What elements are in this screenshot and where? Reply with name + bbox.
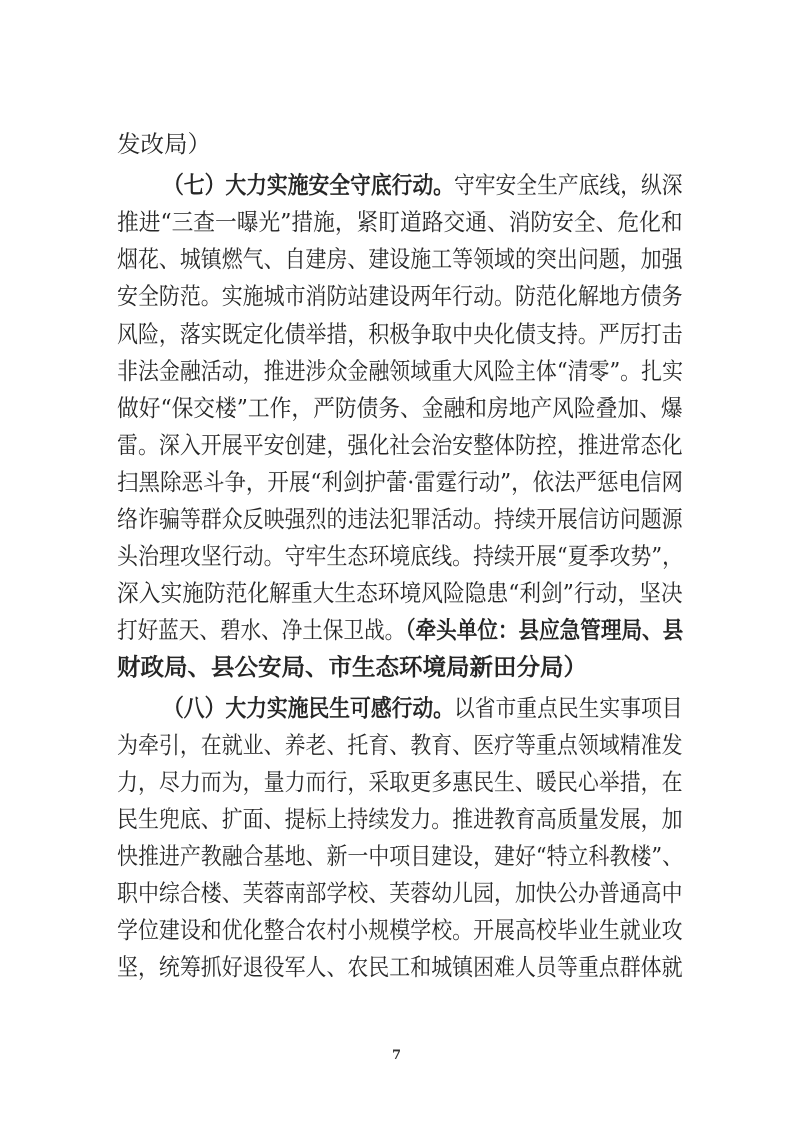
- body-line: 雷。深入开展平安创建，强化社会治安整体防控，推进常态化: [117, 431, 683, 459]
- body-line: 民生兜底、扩面、提标上持续发力。推进教育高质量发展，加: [117, 805, 683, 833]
- section-7-first-line: [163, 167, 683, 203]
- section-7-text: 守牢安全生产底线，纵深: [453, 171, 683, 199]
- continuation-line: 发改局）: [117, 130, 211, 158]
- body-line-with-lead-unit: [117, 612, 684, 648]
- body-line: 学位建设和优化整合农村小规模学校。开展高校毕业生就业攻: [117, 916, 683, 944]
- section-8-first-line: [163, 690, 683, 726]
- body-line: 头治理攻坚行动。守牢生态环境底线。持续开展“夏季攻势”，: [117, 542, 684, 570]
- body-line: 烟花、城镇燃气、自建房、建设施工等领域的突出问题，加强: [117, 245, 683, 273]
- page-number: 7: [391, 1048, 402, 1063]
- body-text: 打好蓝天、碧水、净土保卫战。: [117, 616, 406, 644]
- body-line: 坚，统筹抓好退役军人、农民工和城镇困难人员等重点群体就: [117, 953, 683, 981]
- section-7-heading: （七）大力实施安全守底行动。: [163, 171, 454, 199]
- body-line: 做好“保交楼”工作，严防债务、金融和房地产风险叠加、爆: [117, 394, 683, 422]
- body-line: 职中综合楼、芙蓉南部学校、芙蓉幼儿园，加快公办普通高中: [117, 879, 683, 907]
- body-line: 络诈骗等群众反映强烈的违法犯罪活动。持续开展信访问题源: [117, 505, 683, 533]
- section-8-text: 以省市重点民生实事项目: [453, 694, 683, 722]
- lead-unit-continuation: 财政局、县公安局、市生态环境局新田分局）: [117, 653, 587, 681]
- body-line: 快推进产教融合基地、新一中项目建设，建好“特立科教楼”、: [117, 842, 684, 870]
- body-line: 安全防范。实施城市消防站建设两年行动。防范化解地方债务: [117, 282, 683, 310]
- body-line: 扫黑除恶斗争，开展“利剑护蕾·雷霆行动”，依法严惩电信网: [117, 468, 683, 496]
- body-line: 深入实施防范化解重大生态环境风险隐患“利剑”行动，坚决: [117, 579, 683, 607]
- body-line: 为牵引，在就业、养老、托育、教育、医疗等重点领域精准发: [117, 731, 683, 759]
- body-line: 推进“三查一曝光”措施，紧盯道路交通、消防安全、危化和: [117, 208, 683, 236]
- section-8-heading: （八）大力实施民生可感行动。: [163, 694, 454, 722]
- body-line: 非法金融活动，推进涉众金融领域重大风险主体“清零”。扎实: [117, 357, 684, 385]
- body-line: 风险，落实既定化债举措，积极争取中央化债支持。严厉打击: [117, 320, 683, 348]
- lead-unit-label: （牵头单位：县应急管理局、县: [405, 616, 684, 644]
- body-line: 力，尽力而为，量力而行，采取更多惠民生、暖民心举措，在: [117, 768, 683, 796]
